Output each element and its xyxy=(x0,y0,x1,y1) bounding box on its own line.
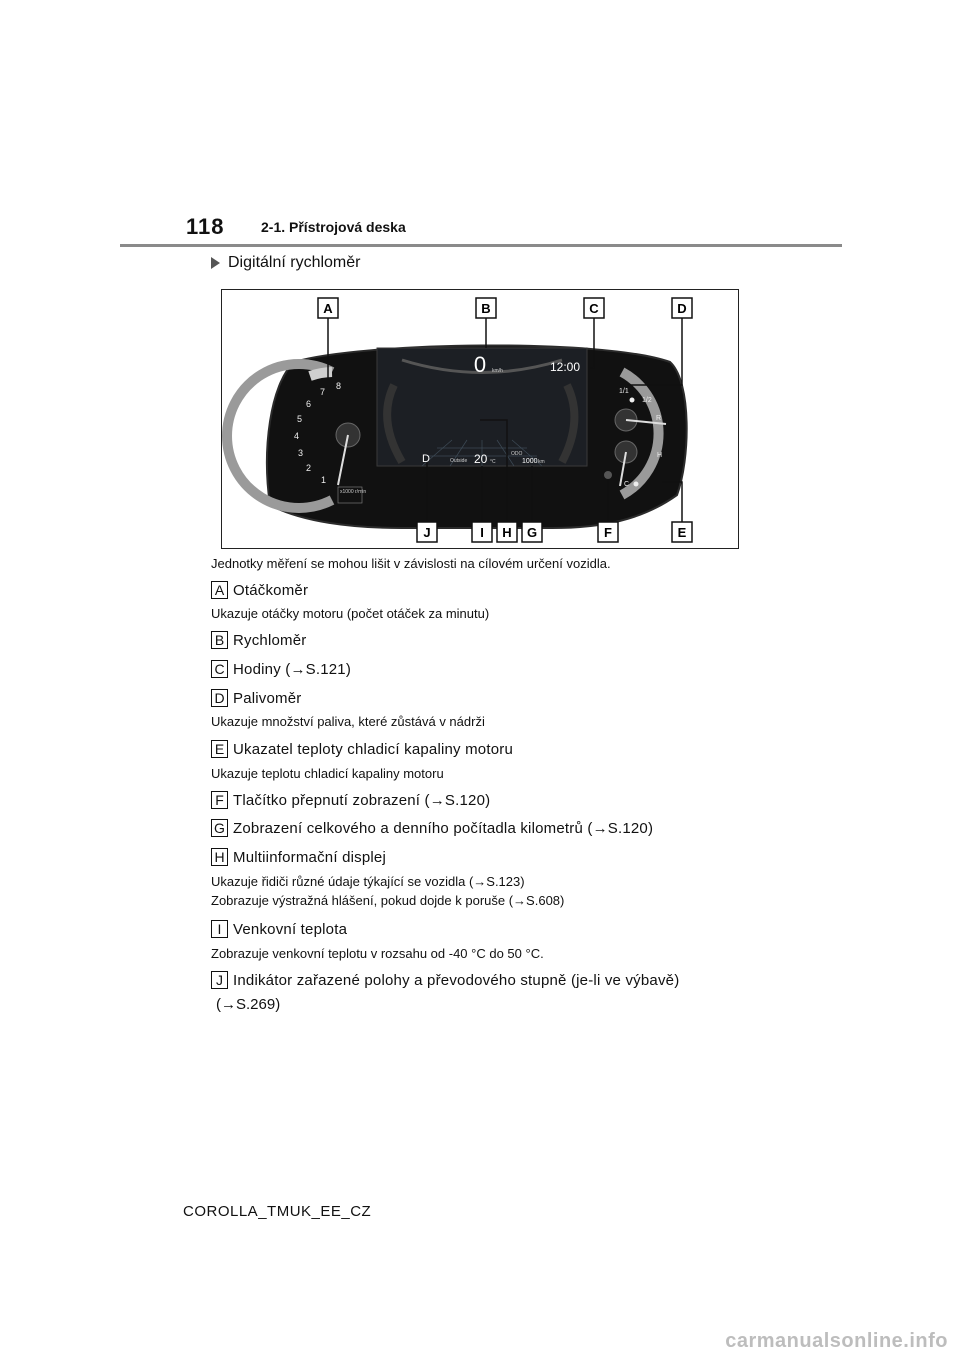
legend-item-a xyxy=(211,581,308,599)
legend-item-g xyxy=(211,819,653,837)
item-title: Venkovní teplota xyxy=(233,920,348,938)
gear-indicator: D xyxy=(422,453,430,465)
odo-value: 1000 xyxy=(522,458,538,465)
letter-badge: E xyxy=(211,740,228,758)
callout-d-label: D xyxy=(677,301,687,316)
legend-item-e xyxy=(211,740,513,758)
callout-g-label: G xyxy=(526,525,538,540)
speed-value: 0 xyxy=(473,352,487,377)
outside-label: Outside xyxy=(450,458,468,464)
tach-number: 2 xyxy=(306,463,312,473)
letter-badge: A xyxy=(211,581,228,599)
clock-value: 12:00 xyxy=(550,360,581,374)
subheading-text: Digitální rychloměr xyxy=(228,254,361,271)
odo-label: ODO xyxy=(511,451,523,457)
item-description: Ukazuje řidiči různé údaje týkající se vozidla (→S.123) xyxy=(211,874,525,889)
temp-hot-label: H xyxy=(657,452,663,459)
fuel-half-label: 1/2 xyxy=(642,397,652,404)
units-note: Jednotky měření se mohou lišit v závislosti na cílovém určení vozidla. xyxy=(211,556,611,571)
letter-badge: D xyxy=(211,689,228,707)
watermark: carmanualsonline.info xyxy=(725,1330,948,1352)
legend-item-d xyxy=(211,689,302,707)
item-title: Tlačítko přepnutí zobrazení (→S.120) xyxy=(233,791,491,809)
item-description: Zobrazuje výstražná hlášení, pokud dojde k poruše (→S.608) xyxy=(211,893,565,908)
outside-temp-unit: °C xyxy=(490,459,496,465)
instrument-cluster-figure xyxy=(221,289,739,549)
callout-b-label: B xyxy=(481,301,491,316)
tach-number: 5 xyxy=(297,414,303,424)
callouts-top xyxy=(318,298,692,318)
item-title: Rychloměr xyxy=(233,631,307,649)
legend-item-i xyxy=(211,920,347,938)
tach-number: 7 xyxy=(320,387,326,397)
letter-badge: I xyxy=(211,920,228,938)
letter-badge: B xyxy=(211,631,228,649)
fuel-pump-icon xyxy=(630,398,635,403)
item-description: Ukazuje množství paliva, které zůstává v nádrži xyxy=(211,714,485,729)
outside-temp-value: 20 xyxy=(474,452,488,466)
odo-unit: km xyxy=(538,459,545,465)
tach-number: 8 xyxy=(336,381,342,391)
letter-badge: G xyxy=(211,819,228,837)
tach-number: 3 xyxy=(298,448,304,458)
page-number: 118 xyxy=(186,214,225,239)
letter-badge: C xyxy=(211,660,228,678)
letter-badge: H xyxy=(211,848,228,866)
item-description: Ukazuje teplotu chladicí kapaliny motoru xyxy=(211,766,444,781)
coolant-icon xyxy=(634,482,639,487)
item-title: Multiinformační displej xyxy=(233,848,386,866)
legend-item-f xyxy=(211,791,490,809)
item-title: Hodiny (→S.121) xyxy=(233,660,352,678)
callout-j-label: J xyxy=(423,525,431,540)
callout-c-label: C xyxy=(589,301,599,316)
item-description: Zobrazuje venkovní teplotu v rozsahu od -40 °C do 50 °C. xyxy=(211,946,544,961)
letter-badge: J xyxy=(211,971,228,989)
legend-item-c xyxy=(211,660,351,678)
item-title: Zobrazení celkového a denního počítadla kilometrů (→S.120) xyxy=(233,819,654,837)
section-title: 2-1. Přístrojová deska xyxy=(261,219,406,235)
callout-f-label: F xyxy=(604,525,612,540)
item-title: Palivoměr xyxy=(233,689,302,707)
legend-item-b xyxy=(211,631,306,649)
callout-i-label: I xyxy=(480,525,484,540)
tach-unit: x1000 r/min xyxy=(340,489,367,495)
fuel-full-label: 1/1 xyxy=(619,388,629,395)
cluster-illustration xyxy=(222,290,738,548)
speed-unit: km/h xyxy=(492,368,503,374)
callout-a-label: A xyxy=(323,301,333,316)
callout-h-label: H xyxy=(502,525,512,540)
subheading xyxy=(211,254,360,272)
tach-number: 4 xyxy=(294,431,300,441)
tach-number: 1 xyxy=(321,475,327,485)
display-switch-button xyxy=(604,471,612,479)
item-title: Ukazatel teploty chladicí kapaliny motoru xyxy=(233,740,514,758)
legend-item-j xyxy=(211,971,679,989)
header-divider xyxy=(120,244,842,247)
fuel-reserve-label: R xyxy=(656,415,662,422)
callout-e-label: E xyxy=(677,525,687,540)
triangle-bullet-icon xyxy=(211,257,220,269)
legend-item-h xyxy=(211,848,386,866)
temp-cold-label: C xyxy=(624,481,630,488)
item-title-continuation: (→S.269) xyxy=(216,996,281,1013)
document-code: COROLLA_TMUK_EE_CZ xyxy=(183,1203,372,1220)
tach-number: 6 xyxy=(306,399,312,409)
item-title: Indikátor zařazené polohy a převodového stupně (je-li ve výbavě) xyxy=(233,971,680,989)
letter-badge: F xyxy=(211,791,228,809)
item-title: Otáčkoměr xyxy=(233,581,309,599)
item-description: Ukazuje otáčky motoru (počet otáček za minutu) xyxy=(211,606,490,621)
